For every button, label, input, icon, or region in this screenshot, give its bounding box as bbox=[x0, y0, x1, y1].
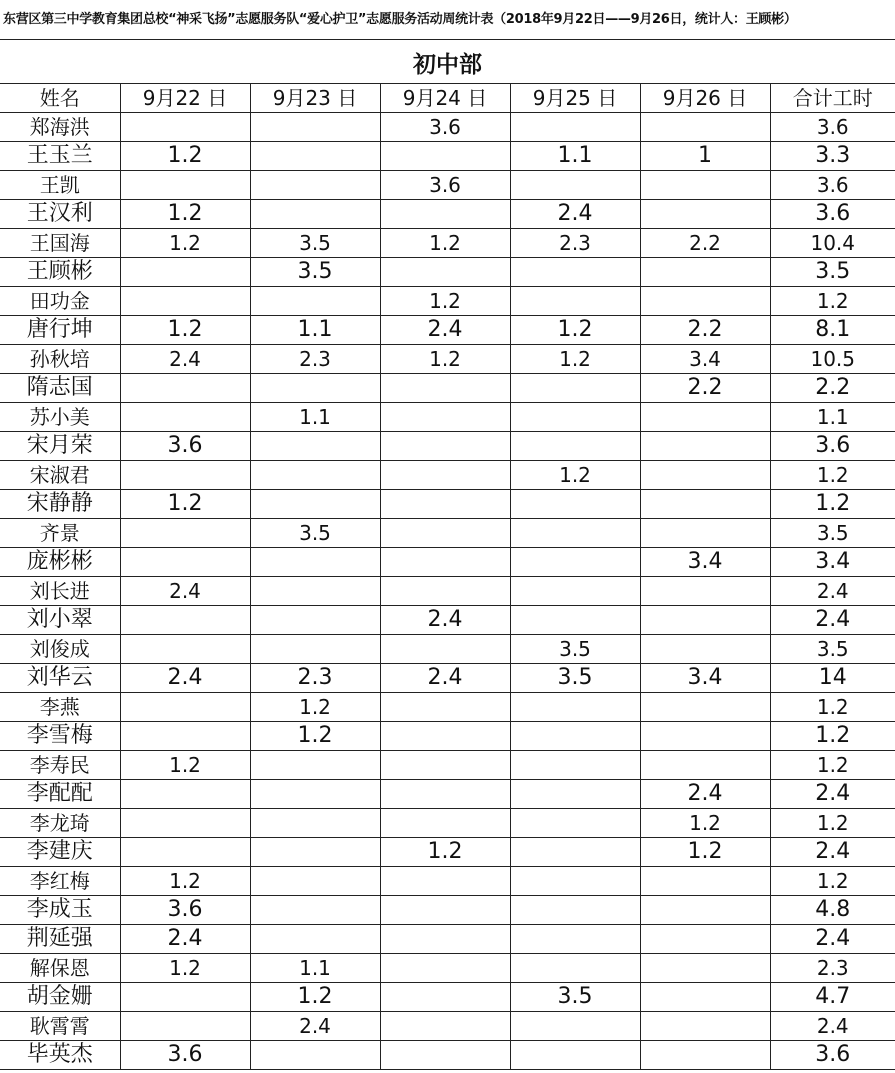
sep22-cell bbox=[120, 403, 250, 432]
sep23-cell: 3.5 bbox=[250, 519, 380, 548]
name-cell: 胡金姗 bbox=[0, 983, 120, 1012]
sep22-cell: 1.2 bbox=[120, 142, 250, 171]
sep25-cell bbox=[510, 867, 640, 896]
sep24-cell bbox=[380, 983, 510, 1012]
sep22-cell: 1.2 bbox=[120, 316, 250, 345]
sep25-cell bbox=[510, 374, 640, 403]
sep26-cell: 3.4 bbox=[640, 548, 770, 577]
name-cell: 耿霄霄 bbox=[0, 1012, 120, 1041]
sep23-cell bbox=[250, 780, 380, 809]
sep23-cell bbox=[250, 751, 380, 780]
sep25-cell bbox=[510, 432, 640, 461]
sep24-cell bbox=[380, 780, 510, 809]
sep26-cell: 1.2 bbox=[640, 838, 770, 867]
name-cell: 刘长进 bbox=[0, 577, 120, 606]
sep25-cell: 1.2 bbox=[510, 461, 640, 490]
sep25-cell bbox=[510, 606, 640, 635]
sep22-cell bbox=[120, 809, 250, 838]
name-cell: 荆延强 bbox=[0, 925, 120, 954]
table-row bbox=[0, 1012, 895, 1041]
sep24-cell: 2.4 bbox=[380, 664, 510, 693]
sep24-cell bbox=[380, 142, 510, 171]
sep26-cell bbox=[640, 722, 770, 751]
sep23-cell: 1.2 bbox=[250, 722, 380, 751]
sep23-cell bbox=[250, 925, 380, 954]
sep22-cell bbox=[120, 113, 250, 142]
sep22-cell: 3.6 bbox=[120, 896, 250, 925]
name-cell: 苏小美 bbox=[0, 403, 120, 432]
total-cell: 2.2 bbox=[770, 374, 895, 403]
table-row bbox=[0, 635, 895, 664]
total-cell: 3.4 bbox=[770, 548, 895, 577]
name-cell: 宋淑君 bbox=[0, 461, 120, 490]
table-row bbox=[0, 867, 895, 896]
sep25-cell bbox=[510, 925, 640, 954]
table-row bbox=[0, 258, 895, 287]
total-cell: 1.2 bbox=[770, 461, 895, 490]
sep26-cell bbox=[640, 577, 770, 606]
total-cell: 1.1 bbox=[770, 403, 895, 432]
table-row bbox=[0, 519, 895, 548]
sep26-cell: 3.4 bbox=[640, 345, 770, 374]
sep22-cell: 1.2 bbox=[120, 229, 250, 258]
sep23-cell: 2.3 bbox=[250, 664, 380, 693]
sep22-cell: 1.2 bbox=[120, 751, 250, 780]
table-row bbox=[0, 229, 895, 258]
sep23-cell: 1.1 bbox=[250, 403, 380, 432]
sep22-cell: 1.2 bbox=[120, 200, 250, 229]
sep23-cell: 1.1 bbox=[250, 954, 380, 983]
sep26-cell bbox=[640, 258, 770, 287]
sep26-cell bbox=[640, 1041, 770, 1070]
sep25-cell bbox=[510, 896, 640, 925]
sep22-cell bbox=[120, 258, 250, 287]
sep25-cell bbox=[510, 780, 640, 809]
sep24-cell bbox=[380, 635, 510, 664]
sep26-cell: 2.2 bbox=[640, 316, 770, 345]
sep25-cell bbox=[510, 577, 640, 606]
sep23-cell bbox=[250, 374, 380, 403]
sep23-cell bbox=[250, 867, 380, 896]
sep22-cell bbox=[120, 780, 250, 809]
table-row bbox=[0, 287, 895, 316]
sep25-cell bbox=[510, 171, 640, 200]
sep25-cell: 3.5 bbox=[510, 983, 640, 1012]
sep24-cell bbox=[380, 403, 510, 432]
sep26-cell bbox=[640, 461, 770, 490]
table-row bbox=[0, 606, 895, 635]
name-cell: 王国海 bbox=[0, 229, 120, 258]
sep24-cell bbox=[380, 432, 510, 461]
sep22-cell: 2.4 bbox=[120, 925, 250, 954]
table-row bbox=[0, 316, 895, 345]
total-cell: 3.6 bbox=[770, 1041, 895, 1070]
name-cell: 宋静静 bbox=[0, 490, 120, 519]
sep24-cell bbox=[380, 258, 510, 287]
sep23-cell bbox=[250, 896, 380, 925]
sep26-cell bbox=[640, 200, 770, 229]
total-cell: 3.5 bbox=[770, 635, 895, 664]
sep22-cell bbox=[120, 635, 250, 664]
table-row bbox=[0, 142, 895, 171]
sep22-cell bbox=[120, 461, 250, 490]
name-cell: 李燕 bbox=[0, 693, 120, 722]
header-sep-24: 9月24 日 bbox=[380, 84, 510, 113]
sep26-cell bbox=[640, 896, 770, 925]
sep24-cell: 1.2 bbox=[380, 838, 510, 867]
sep26-cell bbox=[640, 635, 770, 664]
table-row bbox=[0, 809, 895, 838]
sep24-cell: 1.2 bbox=[380, 229, 510, 258]
sep23-cell: 2.4 bbox=[250, 1012, 380, 1041]
sep23-cell bbox=[250, 432, 380, 461]
table-row bbox=[0, 896, 895, 925]
name-cell: 唐行坤 bbox=[0, 316, 120, 345]
table-row bbox=[0, 461, 895, 490]
sep23-cell bbox=[250, 838, 380, 867]
sep22-cell bbox=[120, 606, 250, 635]
name-cell: 刘华云 bbox=[0, 664, 120, 693]
sep26-cell bbox=[640, 867, 770, 896]
sep25-cell bbox=[510, 287, 640, 316]
sep24-cell bbox=[380, 490, 510, 519]
sep22-cell bbox=[120, 287, 250, 316]
sep23-cell bbox=[250, 548, 380, 577]
sep25-cell: 1.2 bbox=[510, 345, 640, 374]
name-cell: 王汉利 bbox=[0, 200, 120, 229]
sep23-cell bbox=[250, 809, 380, 838]
total-cell: 1.2 bbox=[770, 287, 895, 316]
sep26-cell: 2.4 bbox=[640, 780, 770, 809]
header-total-hours: 合计工时 bbox=[770, 84, 895, 113]
name-cell: 宋月荣 bbox=[0, 432, 120, 461]
sep22-cell: 2.4 bbox=[120, 664, 250, 693]
sep22-cell: 3.6 bbox=[120, 1041, 250, 1070]
sep25-cell bbox=[510, 954, 640, 983]
name-cell: 郑海洪 bbox=[0, 113, 120, 142]
table-row bbox=[0, 664, 895, 693]
sep26-cell: 3.4 bbox=[640, 664, 770, 693]
total-cell: 10.4 bbox=[770, 229, 895, 258]
sep22-cell bbox=[120, 171, 250, 200]
sep22-cell bbox=[120, 983, 250, 1012]
total-cell: 1.2 bbox=[770, 722, 895, 751]
sep26-cell bbox=[640, 287, 770, 316]
total-cell: 4.8 bbox=[770, 896, 895, 925]
total-cell: 1.2 bbox=[770, 490, 895, 519]
sep24-cell bbox=[380, 461, 510, 490]
total-cell: 2.4 bbox=[770, 606, 895, 635]
section-title: 初中部 bbox=[413, 52, 482, 78]
table-row bbox=[0, 925, 895, 954]
sep23-cell bbox=[250, 142, 380, 171]
table-row bbox=[0, 171, 895, 200]
sep23-cell bbox=[250, 171, 380, 200]
total-cell: 2.4 bbox=[770, 925, 895, 954]
sep26-cell bbox=[640, 432, 770, 461]
sep26-cell bbox=[640, 954, 770, 983]
sep25-cell: 1.1 bbox=[510, 142, 640, 171]
sep25-cell: 2.4 bbox=[510, 200, 640, 229]
table-row bbox=[0, 403, 895, 432]
sep24-cell bbox=[380, 722, 510, 751]
sep26-cell bbox=[640, 925, 770, 954]
sep26-cell bbox=[640, 519, 770, 548]
sep23-cell bbox=[250, 490, 380, 519]
sep25-cell bbox=[510, 490, 640, 519]
sep25-cell: 3.5 bbox=[510, 635, 640, 664]
sep24-cell bbox=[380, 925, 510, 954]
sep25-cell bbox=[510, 403, 640, 432]
total-cell: 3.5 bbox=[770, 519, 895, 548]
name-cell: 李建庆 bbox=[0, 838, 120, 867]
sep22-cell bbox=[120, 693, 250, 722]
total-cell: 1.2 bbox=[770, 809, 895, 838]
table-row bbox=[0, 983, 895, 1012]
sep24-cell: 1.2 bbox=[380, 345, 510, 374]
name-cell: 刘俊成 bbox=[0, 635, 120, 664]
table-row bbox=[0, 1041, 895, 1070]
sep24-cell bbox=[380, 1012, 510, 1041]
sep24-cell bbox=[380, 809, 510, 838]
sep26-cell bbox=[640, 403, 770, 432]
sep22-cell: 1.2 bbox=[120, 867, 250, 896]
sep23-cell bbox=[250, 287, 380, 316]
sep25-cell bbox=[510, 809, 640, 838]
name-cell: 李寿民 bbox=[0, 751, 120, 780]
sep22-cell bbox=[120, 519, 250, 548]
total-cell: 14 bbox=[770, 664, 895, 693]
volunteer-hours-table bbox=[0, 83, 895, 1070]
sep23-cell: 3.5 bbox=[250, 229, 380, 258]
sep22-cell bbox=[120, 548, 250, 577]
sep23-cell bbox=[250, 577, 380, 606]
sep25-cell bbox=[510, 1012, 640, 1041]
total-cell: 2.4 bbox=[770, 577, 895, 606]
sep25-cell bbox=[510, 258, 640, 287]
total-cell: 3.6 bbox=[770, 432, 895, 461]
total-cell: 3.5 bbox=[770, 258, 895, 287]
header-sep-23: 9月23 日 bbox=[250, 84, 380, 113]
document-title: 东营区第三中学教育集团总校“神采飞扬”志愿服务队“爱心护卫”志愿服务活动周统计表（2018年9月22日——9月26日，统计人：王顾彬） bbox=[3, 12, 797, 27]
name-cell: 李成玉 bbox=[0, 896, 120, 925]
sep26-cell: 1.2 bbox=[640, 809, 770, 838]
total-cell: 1.2 bbox=[770, 751, 895, 780]
name-cell: 王顾彬 bbox=[0, 258, 120, 287]
total-cell: 8.1 bbox=[770, 316, 895, 345]
sep22-cell bbox=[120, 374, 250, 403]
total-cell: 3.6 bbox=[770, 200, 895, 229]
sep22-cell bbox=[120, 722, 250, 751]
sep24-cell bbox=[380, 954, 510, 983]
name-cell: 庞彬彬 bbox=[0, 548, 120, 577]
sep24-cell: 3.6 bbox=[380, 113, 510, 142]
sep22-cell: 2.4 bbox=[120, 345, 250, 374]
sep26-cell bbox=[640, 171, 770, 200]
sep24-cell bbox=[380, 693, 510, 722]
table-row bbox=[0, 490, 895, 519]
total-cell: 2.3 bbox=[770, 954, 895, 983]
sep23-cell bbox=[250, 606, 380, 635]
name-cell: 隋志国 bbox=[0, 374, 120, 403]
total-cell: 3.6 bbox=[770, 113, 895, 142]
sep25-cell bbox=[510, 693, 640, 722]
sep24-cell bbox=[380, 200, 510, 229]
table-row bbox=[0, 200, 895, 229]
table-row bbox=[0, 432, 895, 461]
sep23-cell: 1.2 bbox=[250, 983, 380, 1012]
sep23-cell: 1.1 bbox=[250, 316, 380, 345]
sep26-cell bbox=[640, 751, 770, 780]
table-row bbox=[0, 345, 895, 374]
total-cell: 2.4 bbox=[770, 780, 895, 809]
sep25-cell: 2.3 bbox=[510, 229, 640, 258]
sep24-cell bbox=[380, 1041, 510, 1070]
header-sep-22: 9月22 日 bbox=[120, 84, 250, 113]
name-cell: 毕英杰 bbox=[0, 1041, 120, 1070]
sep24-cell bbox=[380, 896, 510, 925]
sep25-cell: 3.5 bbox=[510, 664, 640, 693]
sep23-cell bbox=[250, 1041, 380, 1070]
sep25-cell: 1.2 bbox=[510, 316, 640, 345]
sep26-cell bbox=[640, 490, 770, 519]
sep24-cell bbox=[380, 519, 510, 548]
table-row bbox=[0, 838, 895, 867]
name-cell: 王凯 bbox=[0, 171, 120, 200]
table-row bbox=[0, 780, 895, 809]
sep25-cell bbox=[510, 1041, 640, 1070]
sep25-cell bbox=[510, 722, 640, 751]
sep24-cell bbox=[380, 867, 510, 896]
header-sep-25: 9月25 日 bbox=[510, 84, 640, 113]
sep23-cell bbox=[250, 200, 380, 229]
name-cell: 李红梅 bbox=[0, 867, 120, 896]
name-cell: 齐景 bbox=[0, 519, 120, 548]
sep22-cell: 1.2 bbox=[120, 490, 250, 519]
sep23-cell bbox=[250, 113, 380, 142]
total-cell: 2.4 bbox=[770, 1012, 895, 1041]
sep24-cell: 3.6 bbox=[380, 171, 510, 200]
header-row bbox=[0, 84, 895, 113]
table-row bbox=[0, 722, 895, 751]
sep25-cell bbox=[510, 548, 640, 577]
sep23-cell: 2.3 bbox=[250, 345, 380, 374]
header-sep-26: 9月26 日 bbox=[640, 84, 770, 113]
sep26-cell bbox=[640, 113, 770, 142]
total-cell: 1.2 bbox=[770, 693, 895, 722]
table-row bbox=[0, 577, 895, 606]
sep23-cell bbox=[250, 461, 380, 490]
sep23-cell bbox=[250, 635, 380, 664]
sep24-cell: 1.2 bbox=[380, 287, 510, 316]
title-divider bbox=[0, 39, 895, 40]
sep24-cell bbox=[380, 751, 510, 780]
name-cell: 刘小翠 bbox=[0, 606, 120, 635]
sep26-cell: 2.2 bbox=[640, 229, 770, 258]
sep23-cell: 1.2 bbox=[250, 693, 380, 722]
sep25-cell bbox=[510, 113, 640, 142]
total-cell: 10.5 bbox=[770, 345, 895, 374]
name-cell: 李配配 bbox=[0, 780, 120, 809]
table-row bbox=[0, 113, 895, 142]
sep22-cell: 2.4 bbox=[120, 577, 250, 606]
table-row bbox=[0, 751, 895, 780]
name-cell: 李雪梅 bbox=[0, 722, 120, 751]
sep24-cell bbox=[380, 577, 510, 606]
sep26-cell bbox=[640, 1012, 770, 1041]
sep24-cell bbox=[380, 374, 510, 403]
sep24-cell: 2.4 bbox=[380, 316, 510, 345]
sep25-cell bbox=[510, 751, 640, 780]
header-name: 姓名 bbox=[0, 84, 120, 113]
table-row bbox=[0, 954, 895, 983]
sep25-cell bbox=[510, 519, 640, 548]
sep22-cell: 1.2 bbox=[120, 954, 250, 983]
table-row bbox=[0, 548, 895, 577]
sep26-cell bbox=[640, 983, 770, 1012]
total-cell: 1.2 bbox=[770, 867, 895, 896]
name-cell: 李龙琦 bbox=[0, 809, 120, 838]
sep26-cell bbox=[640, 606, 770, 635]
sep26-cell: 2.2 bbox=[640, 374, 770, 403]
total-cell: 3.3 bbox=[770, 142, 895, 171]
sep23-cell: 3.5 bbox=[250, 258, 380, 287]
table-row bbox=[0, 374, 895, 403]
sep25-cell bbox=[510, 838, 640, 867]
table-row bbox=[0, 693, 895, 722]
name-cell: 王玉兰 bbox=[0, 142, 120, 171]
sep24-cell: 2.4 bbox=[380, 606, 510, 635]
name-cell: 田功金 bbox=[0, 287, 120, 316]
total-cell: 4.7 bbox=[770, 983, 895, 1012]
sep26-cell: 1 bbox=[640, 142, 770, 171]
total-cell: 3.6 bbox=[770, 171, 895, 200]
total-cell: 2.4 bbox=[770, 838, 895, 867]
name-cell: 孙秋培 bbox=[0, 345, 120, 374]
sep22-cell: 3.6 bbox=[120, 432, 250, 461]
sep24-cell bbox=[380, 548, 510, 577]
sep22-cell bbox=[120, 838, 250, 867]
sep22-cell bbox=[120, 1012, 250, 1041]
sep26-cell bbox=[640, 693, 770, 722]
name-cell: 解保恩 bbox=[0, 954, 120, 983]
